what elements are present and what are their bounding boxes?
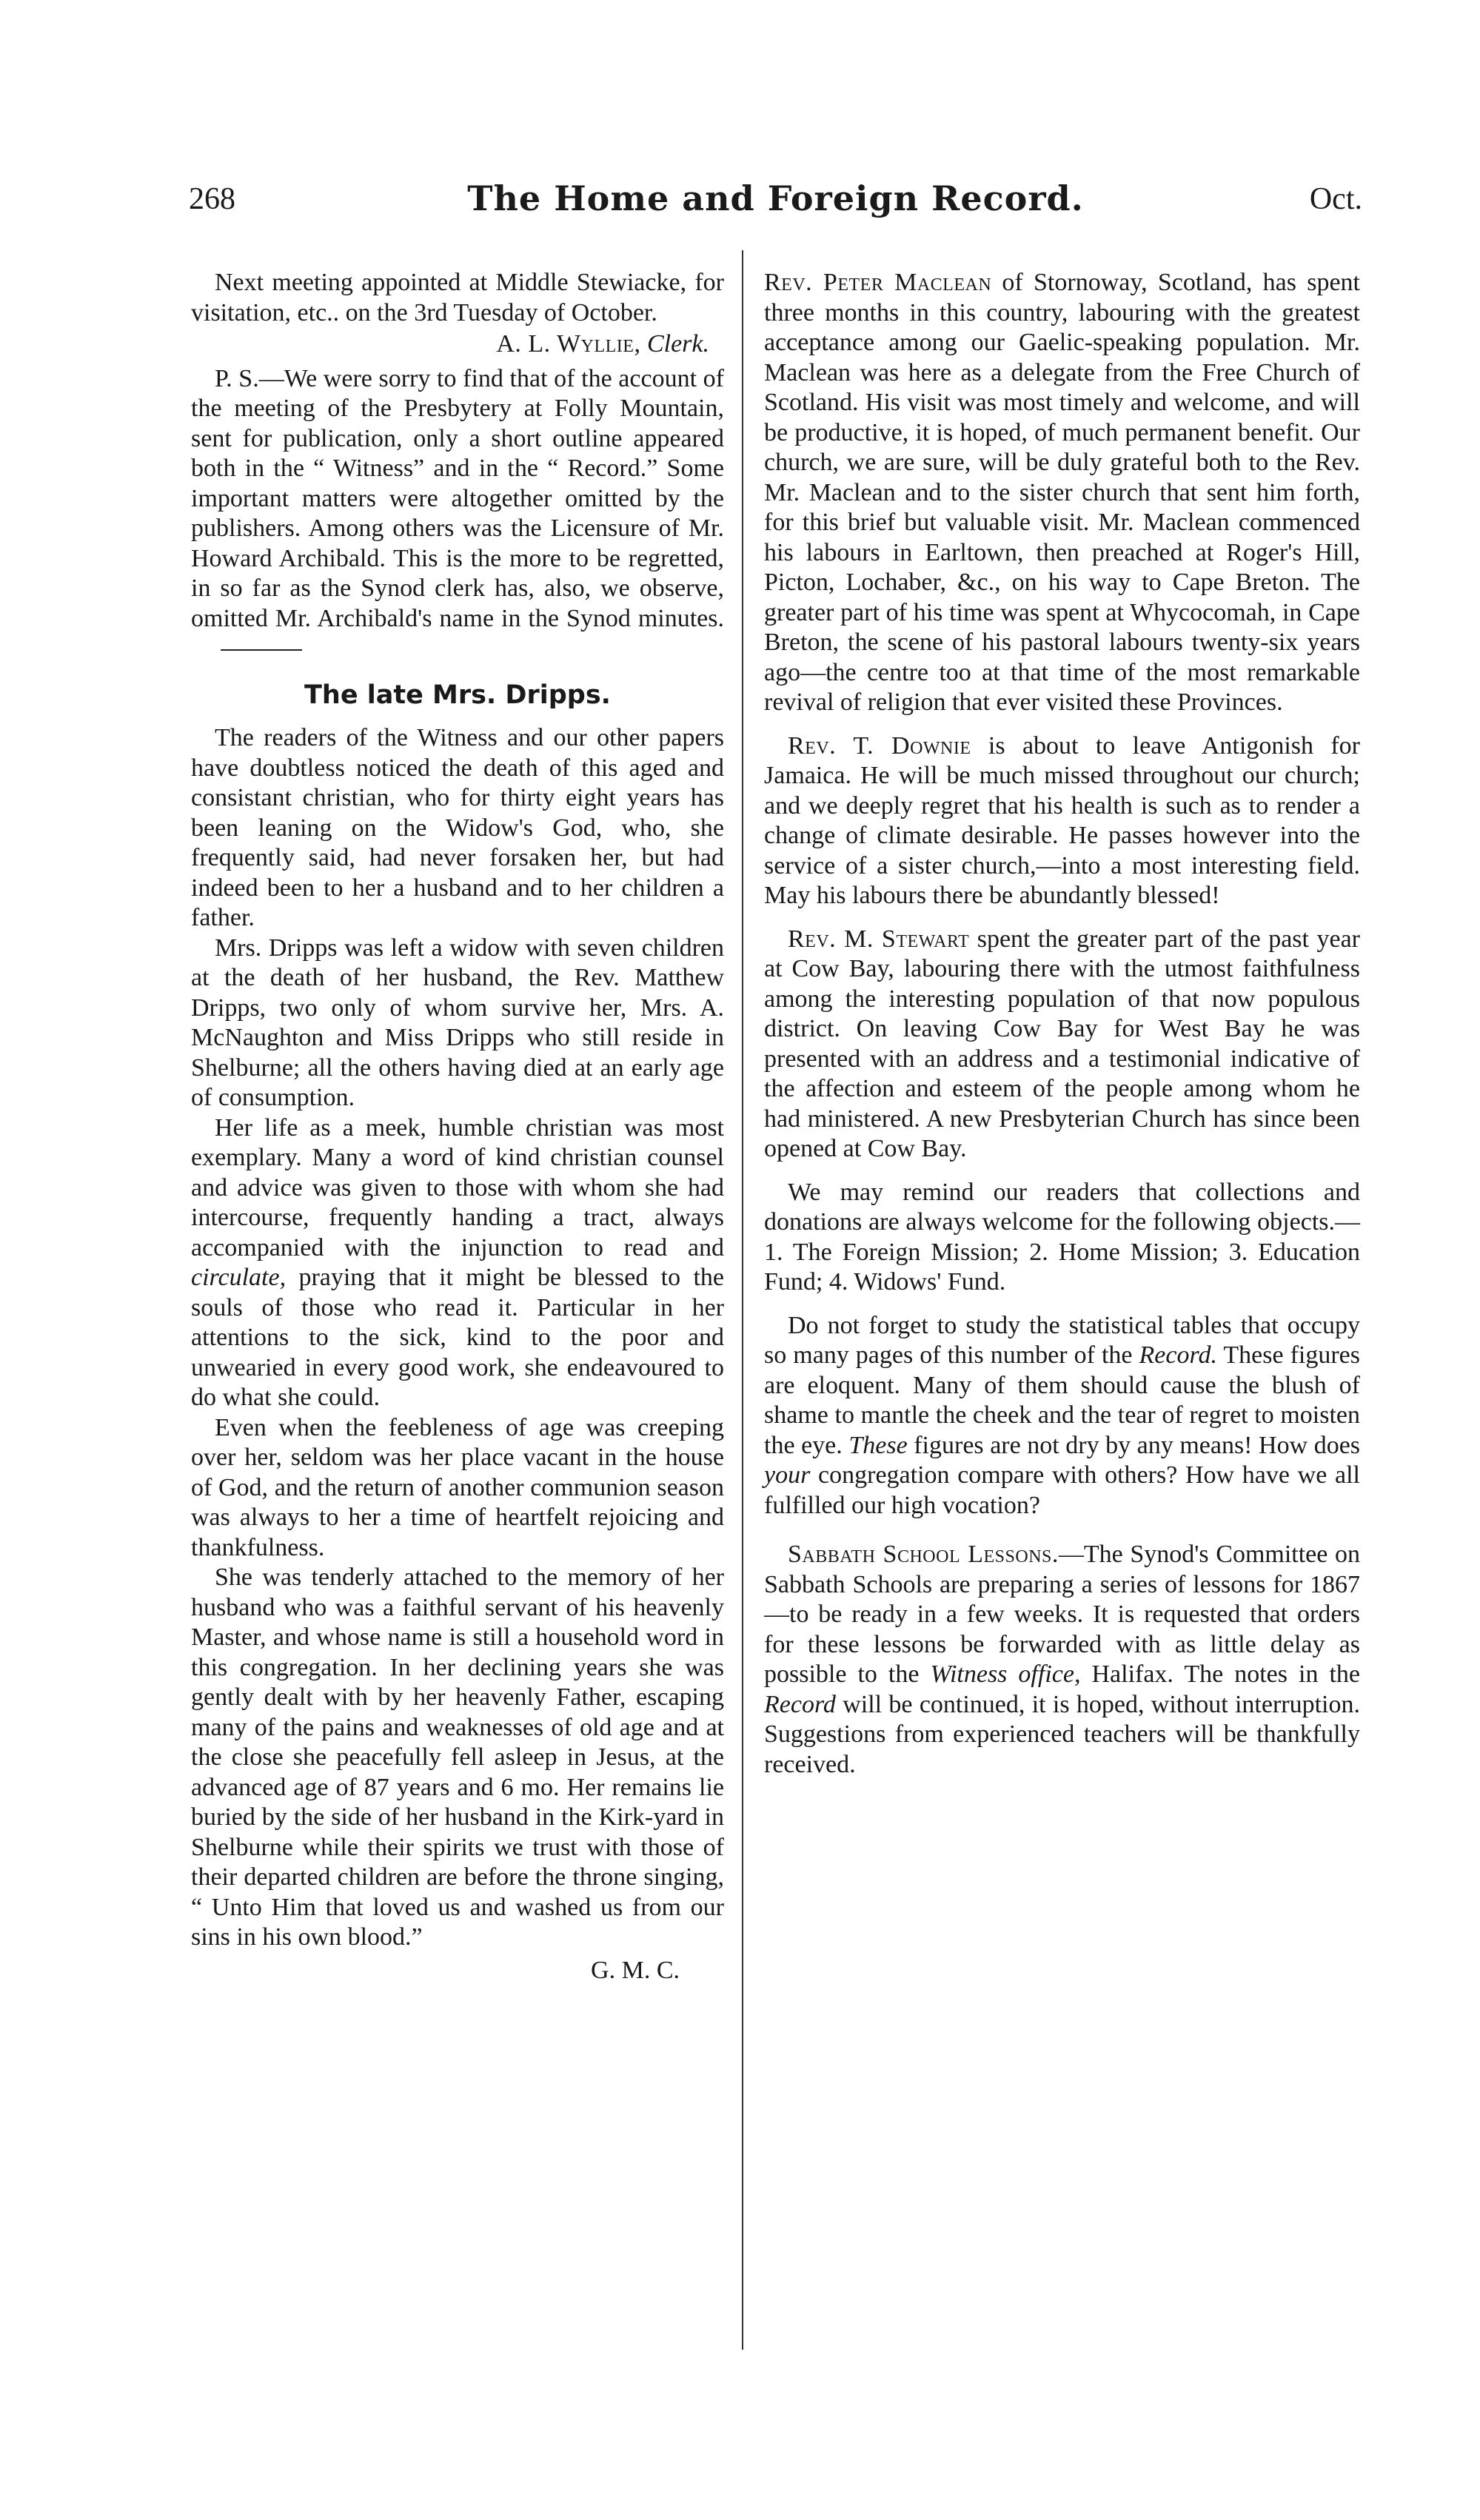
stats-emphasis-your: your (764, 1461, 811, 1489)
downie-text: is about to leave Antigonish for Jamaica. He will be much missed throughout our church; and we deeply regret that his health is such as to render a change of climate desirable. He passes however into the service of a sister church,—into a most interesting field. May his labours there be abundantly blessed! (764, 731, 1361, 909)
meeting-notice: Next meeting appointed at Middle Stewiacke, for visitation, etc.. on the 3rd Tuesday of October. (191, 269, 724, 326)
maclean-name: Rev. Peter Maclean (764, 269, 992, 296)
maclean-paragraph (764, 268, 1360, 718)
stats-text-b: These figures are eloquent. Many of them should cause the blush of shame to mantle the cheek and the tear of regret to moisten the eye. (764, 1341, 1360, 1459)
sabbath-emphasis-record: Record (764, 1690, 836, 1718)
clerk-signature (191, 329, 709, 360)
right-column (764, 268, 1360, 1780)
stats-text-d: congregation compare with others? How have we all fulfilled our high vocation? (764, 1461, 1360, 1519)
page-header (189, 178, 1362, 233)
postscript-text: P. S.—We were sorry to find that of the account of the meeting of the Presbytery at Folly Mountain, sent for publication, only a short outline appeared both in the “ Witness” and in the “ Record.” Some important matters were altogether omitted by the publishers. Among others was the Licensure of Mr. Howard Archibald. This is the more to be regretted, in so far as the Synod clerk has, also, we observe, omitted Mr. Archibald's name in the Synod minutes. (191, 364, 724, 632)
sabbath-text-b: Halifax. The notes in the (1091, 1661, 1361, 1688)
postscript (191, 364, 724, 664)
dripps-p3-emphasis: circulate, (191, 1264, 287, 1291)
dripps-paragraph-1: The readers of the Witness and our other papers have doubtless noticed the death of this aged and consistant christian, who for thirty eight years has been leaning on the Widow's God, who, she frequently said, had never forsaken her, but had indeed been to her a husband and to her children a father. (191, 724, 724, 931)
stats-text-a: Do not forget to study the statistical tables that occupy so many pages of this number of the (764, 1311, 1360, 1369)
article-heading: The late Mrs. Dripps. (304, 680, 611, 710)
sabbath-text-c: will be continued, it is hoped, without interruption. Suggestions from experienced teachers will be thankfully received. (764, 1690, 1360, 1778)
collections-paragraph: We may remind our readers that collections and donations are always welcome for the following objects.—1. The Foreign Mission; 2. Home Mission; 3. Education Fund; 4. Widows' Fund. (764, 1178, 1360, 1296)
stats-emphasis-record: Record. (1139, 1341, 1217, 1369)
page-number: 268 (189, 182, 235, 216)
stewart-paragraph (764, 925, 1360, 1165)
dripps-p3-text-a: Her life as a meek, humble christian was most exemplary. Many a word of kind christian counsel and advice was given to those with whom she had intercourse, frequently handing a tract, always accompanied with the injunction to read and (191, 1113, 724, 1261)
sabbath-school-paragraph (764, 1540, 1360, 1780)
clerk-name: A. L. Wyllie, (496, 330, 641, 358)
dripps-p3-text-b: praying that it might be blessed to the souls of those who read it. Particular in her attentions to the sick, kind to the poor and unwearied in every good work, she endeavoured to do what she could. (191, 1264, 725, 1411)
article-signature: G. M. C. (591, 1956, 680, 1984)
stewart-name: Rev. M. Stewart (788, 925, 970, 953)
dripps-paragraph-4: Even when the feebleness of age was creeping over her, seldom was her place vacant in the house of God, and the return of another communion season was always to her a time of heartfelt rejoicing and thankfulness. (191, 1413, 724, 1561)
separator-rule (221, 649, 302, 651)
stats-text-c: figures are not dry by any means! How does (914, 1431, 1361, 1459)
downie-paragraph (764, 731, 1360, 911)
left-column (191, 268, 724, 1985)
publication-title: The Home and Foreign Record. (467, 178, 1084, 218)
downie-name: Rev. T. Downie (788, 731, 971, 760)
dripps-paragraph-5: She was tenderly attached to the memory of her husband who was a faithful servant of his heavenly Master, and whose name is still a household word in this congregation. In her declining years she was gently dealt with by her heavenly Father, escaping many of the pains and weaknesses of old age and at the close she peacefully fell asleep in Jesus, at the advanced age of 87 years and 6 mo. Her remains lie buried by the side of her husband in the Kirk-yard in Shelburne while their spirits we trust with those of their departed children are before the throne singing, “ Unto Him that loved us and washed us from our sins in his own blood.” (191, 1564, 724, 1951)
column-divider (742, 250, 743, 2350)
clerk-role: Clerk. (646, 330, 709, 358)
sabbath-text-a: —The Synod's Committee on Sabbath Schools are preparing a series of lessons for 1867—to be ready in a few weeks. It is requested that orders for these lessons be forwarded with as little delay as possible to the (764, 1541, 1360, 1688)
statistics-paragraph (764, 1311, 1360, 1521)
sabbath-emphasis-witness: Witness office, (930, 1661, 1081, 1688)
stewart-text: spent the greater part of the past year at Cow Bay, labouring there with the utmost faithfulness among the interesting population of that now populous district. On leaving Cow Bay for West Bay he was presented with an address and a testimonial indicative of the affection and esteem of the people among whom he had ministered. A new Presbyterian Church has since been opened at Cow Bay. (764, 925, 1360, 1162)
dripps-paragraph-2: Mrs. Dripps was left a widow with seven children at the death of her husband, the Rev. Matthew Dripps, two only of whom survive her, Mrs. A. McNaughton and Miss Dripps who still reside in Shelburne; all the others having died at an early age of consumption. (191, 934, 724, 1111)
issue-month: Oct. (1309, 182, 1362, 216)
sabbath-school-heading: Sabbath School Lessons. (788, 1541, 1059, 1568)
maclean-text: of Stornoway, Scotland, has spent three months in this country, labouring with the greatest acceptance among our Gaelic-speaking population. Mr. Maclean was here as a delegate from the Free Church of Scotland. His visit was most timely and welcome, and will be productive, it is hoped, of much permanent benefit. Our church, we are sure, will be duly grateful both to the Rev. Mr. Maclean and to the sister church that sent him forth, for this brief but valuable visit. Mr. Maclean commenced his labours in Earltown, then preached at Roger's Hill, Picton, Lochaber, &c., on his way to Cape Breton. The greater part of his time was spent at Whycocomah, in Cape Breton, the scene of his pastoral labours twenty-six years ago—the centre too at that time of the most remarkable revival of religion that ever visited these Provinces. (764, 269, 1360, 716)
dripps-paragraph-3 (191, 1113, 724, 1413)
stats-emphasis-these: These (848, 1431, 908, 1459)
